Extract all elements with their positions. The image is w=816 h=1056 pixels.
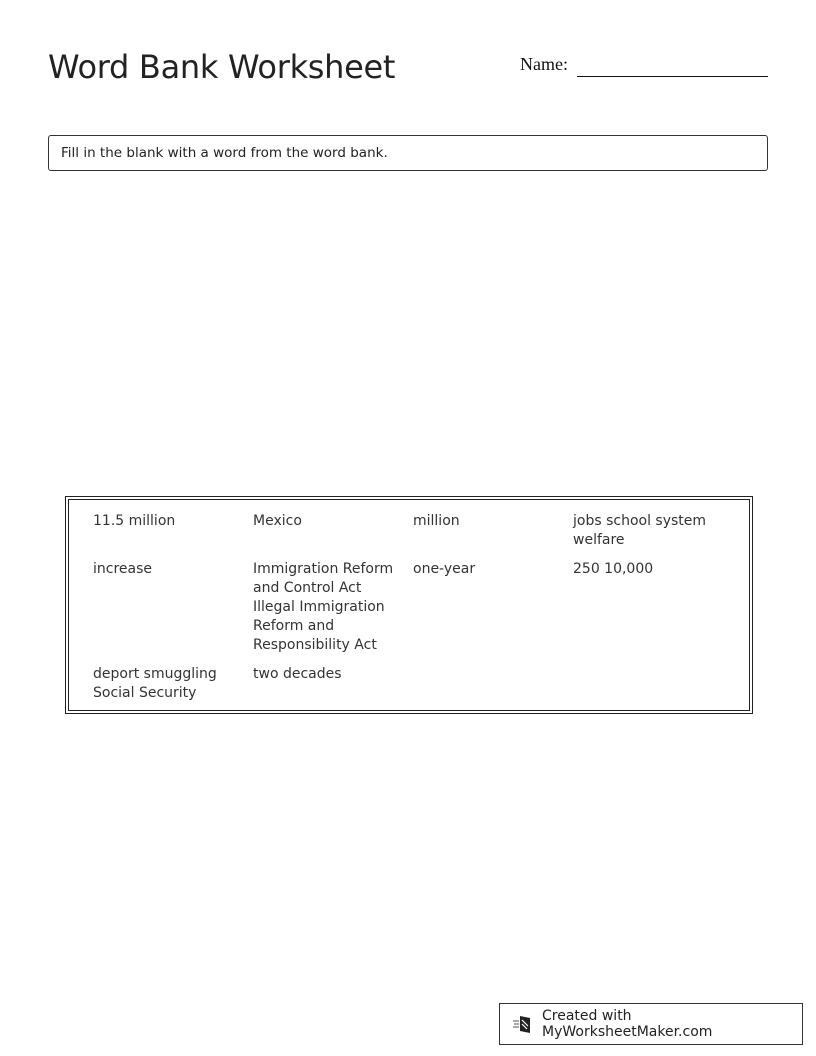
word-bank-item <box>413 665 573 703</box>
word-bank-item: Immigration Reform and Control Act Illegal Immigration Reform and Responsibility Act <box>253 561 394 653</box>
word-bank-item: jobs school system welfare <box>573 513 707 548</box>
page-title: Word Bank Worksheet <box>48 48 396 86</box>
instructions-box: Fill in the blank with a word from the word bank. <box>48 135 768 171</box>
name-blank-line[interactable] <box>577 76 768 77</box>
word-bank-box <box>65 496 753 714</box>
word-bank-item: increase <box>93 561 153 577</box>
worksheet-maker-logo-icon <box>512 1013 534 1035</box>
word-bank-item: 11.5 million <box>93 513 176 529</box>
word-bank-item: million <box>413 513 460 529</box>
word-bank-item: deport smuggling Social Security <box>93 666 217 701</box>
name-label: Name: <box>520 54 568 74</box>
word-bank-grid <box>93 512 733 703</box>
footer-text: Created with MyWorksheetMaker.com <box>542 1008 713 1040</box>
word-bank-item: Mexico <box>253 513 302 529</box>
word-bank-item: two decades <box>253 666 342 682</box>
footer-credit[interactable] <box>499 1003 803 1045</box>
word-bank-item: one-year <box>413 561 476 577</box>
word-bank-item: 250 10,000 <box>573 561 654 577</box>
word-bank-item <box>573 665 733 703</box>
